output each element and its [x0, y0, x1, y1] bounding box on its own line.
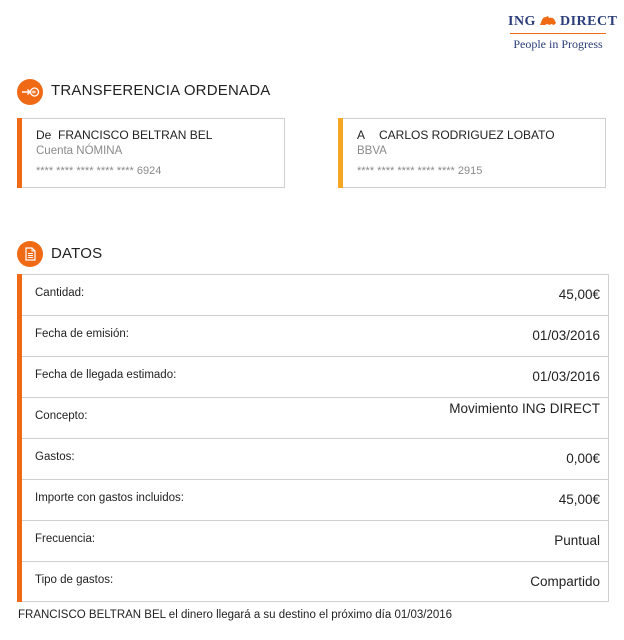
recipient-card	[338, 118, 606, 188]
recipient-line	[357, 128, 555, 142]
row-value: Puntual	[554, 533, 600, 548]
row-label: Frecuencia:	[35, 533, 96, 545]
section-title-transfer: TRANSFERENCIA ORDENADA	[51, 82, 271, 99]
section-title-details: DATOS	[51, 245, 103, 262]
row-value: 45,00€	[558, 492, 600, 507]
row-value: 01/03/2016	[532, 328, 600, 343]
logo-divider	[510, 33, 606, 34]
table-row	[22, 357, 608, 398]
logo-name-left: ING	[508, 14, 536, 29]
table-row	[22, 480, 608, 521]
sender-prefix: De	[36, 128, 52, 142]
row-value: Compartido	[530, 574, 600, 589]
recipient-bank: BBVA	[357, 145, 387, 157]
table-row	[22, 439, 608, 480]
ing-direct-logo	[508, 14, 618, 52]
table-row	[22, 562, 608, 603]
sender-name: FRANCISCO BELTRAN BEL	[58, 128, 213, 142]
sender-card	[17, 118, 285, 188]
transfer-euro-icon	[17, 79, 43, 105]
row-value: 0,00€	[566, 451, 600, 466]
row-label: Fecha de emisión:	[35, 328, 129, 340]
table-row	[22, 398, 608, 439]
row-label: Gastos:	[35, 451, 75, 463]
recipient-accent-bar	[338, 118, 343, 188]
recipient-name: CARLOS RODRIGUEZ LOBATO	[379, 128, 555, 142]
row-label: Fecha de llegada estimado:	[35, 369, 177, 381]
table-row	[22, 316, 608, 357]
row-label: Tipo de gastos:	[35, 574, 114, 586]
row-value: 01/03/2016	[532, 369, 600, 384]
sender-account-number: **** **** **** **** **** 6924	[36, 165, 162, 177]
arrival-message: FRANCISCO BELTRAN BEL el dinero llegará a su destino el próximo día 01/03/2016	[18, 609, 453, 621]
row-label: Cantidad:	[35, 287, 85, 299]
sender-accent-bar	[17, 118, 22, 188]
details-table	[17, 274, 609, 602]
logo-wordmark	[508, 14, 618, 30]
table-row	[22, 521, 608, 562]
sender-line	[36, 128, 212, 142]
sender-account-type: Cuenta NÓMINA	[36, 145, 123, 157]
row-value: 45,00€	[558, 287, 600, 302]
logo-name-right: DIRECT	[559, 14, 618, 29]
row-label: Concepto:	[35, 410, 88, 422]
lion-icon	[539, 15, 557, 26]
table-row	[22, 275, 608, 316]
row-value: Movimiento ING DIRECT	[449, 401, 600, 416]
recipient-prefix: A	[357, 128, 366, 142]
recipient-account-number: **** **** **** **** **** 2915	[357, 165, 483, 177]
document-icon	[17, 241, 43, 267]
logo-slogan: People in Progress	[513, 37, 603, 51]
row-label: Importe con gastos incluidos:	[35, 492, 184, 504]
